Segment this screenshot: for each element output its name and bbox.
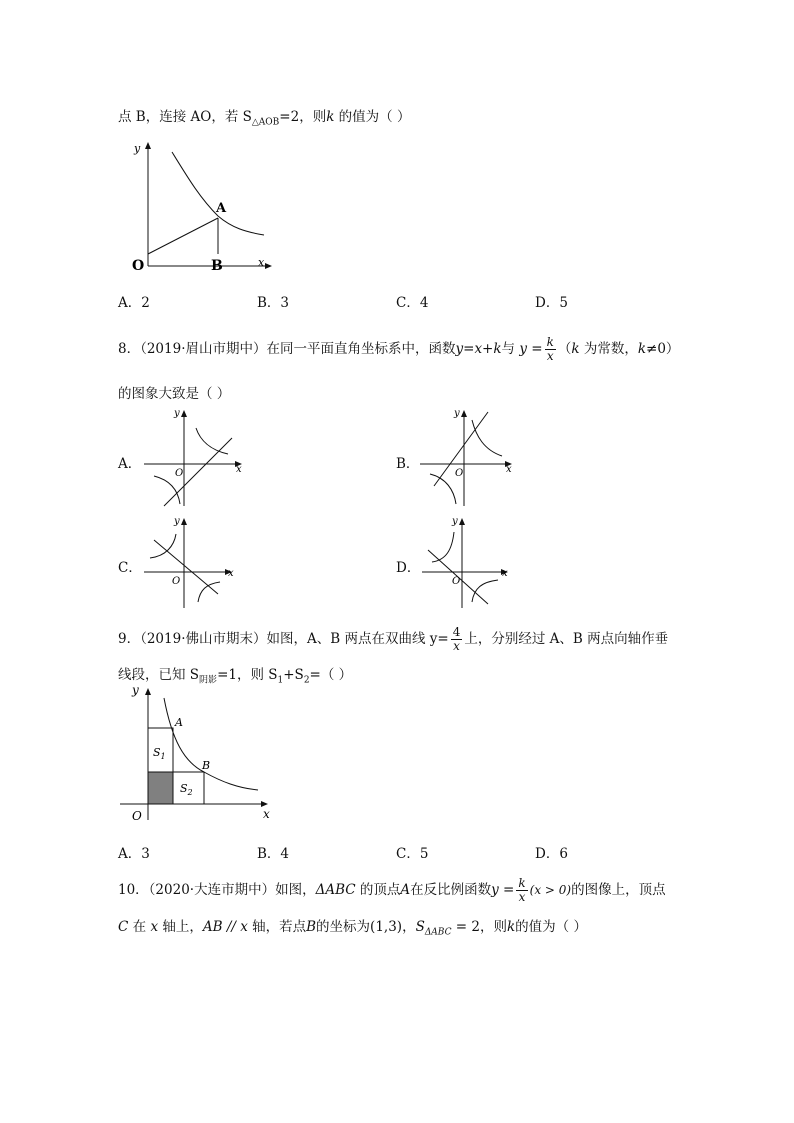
q9-s1-letter: S (153, 746, 161, 759)
q8c-y-label: y (174, 516, 180, 527)
q10-line2-text-5: ， (402, 919, 416, 935)
q8-stem-text-3: （ (557, 341, 572, 357)
q8c-y-arrow (181, 518, 187, 525)
q8c-hyperbola-branch-1 (150, 534, 176, 558)
q9-s1-subscript: 1 (277, 675, 284, 686)
q7-stem-text-2: =2，则 (279, 109, 327, 125)
q9-option-a: A．3 (118, 846, 150, 862)
q8-option-a: A． (118, 456, 142, 472)
q10-point-b: B (306, 919, 317, 935)
q8b-hyperbola-branch-1 (472, 420, 502, 456)
q9-line2-text: 线段，已知 S (118, 667, 200, 683)
q9-stem (118, 626, 668, 653)
q9-shaded-rect (148, 772, 173, 804)
q7-figure (128, 138, 278, 278)
q10-line2-text-7: 的值为（ ） (515, 919, 587, 935)
q8-option-d-graph (418, 512, 518, 612)
q9-shaded-subscript: 阴影 (199, 675, 218, 686)
q10-k-symbol: k (506, 919, 516, 935)
q8-stem-line-2: 的图象大致是（ ） (118, 386, 231, 402)
q7-option-a: A．2 (118, 295, 150, 311)
q8-stem-text-5: ≠0） (646, 341, 680, 357)
q8-option-b: B． (396, 456, 420, 472)
q9-s2-index: 2 (187, 788, 193, 797)
q8c-hyperbola-branch-2 (198, 582, 220, 602)
q8d-origin-label: O (452, 576, 461, 587)
q10-y-equals: y = (491, 882, 515, 898)
q8d-hyperbola-branch-2 (472, 580, 498, 602)
q8-fraction (545, 336, 556, 363)
q7-point-a-label: A (216, 201, 227, 216)
q8-stem-text-2: 与 (501, 341, 516, 357)
q8a-y-label: y (174, 408, 180, 419)
q9-stem-text-2: 上，分别经过 A、B 两点向轴作垂 (464, 631, 669, 647)
q9-line2-text-4: =（ ） (309, 667, 353, 683)
q9-option-c: C．5 (396, 846, 429, 862)
q7-y-label: y (134, 142, 141, 155)
q10-stem-text: 10．（2020·大连市期中）如图， (118, 882, 316, 898)
q9-y-label: y (132, 684, 139, 697)
q9-hyperbola (164, 698, 258, 790)
q10-parallel-statement: AB // x (202, 919, 248, 935)
q8-fraction-denominator: x (546, 349, 554, 363)
q8-linear-function: y=x+k (455, 341, 502, 357)
q8-y-equals: y = (519, 341, 543, 357)
q9-s1-index: 1 (160, 752, 166, 761)
q9-origin-label: O (132, 809, 142, 823)
q9-fraction (451, 626, 463, 653)
q7-k-symbol: k (326, 109, 335, 125)
q9-s2-label (180, 782, 193, 797)
q8d-y-label: y (452, 516, 458, 527)
q9-line2-text-2: =1，则 S (217, 667, 278, 683)
q9-point-b-label: B (202, 759, 211, 772)
q7-stem (118, 108, 410, 132)
q7-x-arrow (265, 263, 272, 269)
q8c-origin-label: O (172, 576, 181, 587)
q8-k-symbol-2: k (637, 341, 647, 357)
q8b-y-label: y (454, 408, 460, 419)
q9-fraction-numerator: 4 (452, 625, 461, 639)
q10-point-a: A (400, 882, 411, 898)
q8c-line (154, 540, 218, 594)
q9-s2-letter: S (180, 782, 188, 795)
q9-y-arrow (145, 688, 151, 695)
q7-option-d: D．5 (535, 295, 568, 311)
q8-stem-text: 8．（2019·眉山市期中）在同一平面直角坐标系中，函数 (118, 341, 456, 357)
q8-k-symbol: k (571, 341, 580, 357)
q7-option-c: C．4 (396, 295, 429, 311)
q8-fraction-numerator: k (546, 335, 554, 349)
q8a-y-arrow (181, 410, 187, 417)
q8-stem (118, 336, 679, 363)
q10-line2-text-6: = 2，则 (451, 919, 507, 935)
q7-y-arrow (145, 142, 151, 149)
q9-line2-text-3: +S (283, 667, 304, 683)
q8-option-c: C． (118, 560, 142, 576)
q8d-hyperbola-branch-1 (432, 532, 454, 562)
q10-stem-text-2: 的顶点 (355, 882, 401, 898)
q8b-origin-label: O (455, 468, 464, 479)
q8a-hyperbola-branch-2 (154, 476, 180, 504)
q9-point-a-label: A (175, 716, 183, 729)
q9-s2-subscript: 2 (303, 675, 310, 686)
q8d-y-arrow (459, 518, 465, 525)
q8-option-d: D． (396, 560, 421, 576)
q8b-x-label: x (506, 464, 512, 475)
q7-option-b: B．3 (257, 295, 290, 311)
q10-line2-text-2: 轴上， (158, 919, 203, 935)
q10-domain-condition: (x > 0) (529, 883, 572, 897)
q10-stem-text-4: 的图像上，顶点 (571, 882, 666, 898)
q10-stem-text-3: 在反比例函数 (410, 882, 492, 898)
q10-line2-text-4: 的坐标为 (316, 919, 371, 935)
q10-x-symbol: x (150, 919, 159, 935)
q10-area-symbol: S (415, 919, 425, 935)
q7-stem-text-3: 的值为（ ） (334, 109, 411, 125)
q8-option-c-graph (140, 512, 240, 612)
q7-stem-text: 点 B，连接 AO，若 S (118, 109, 252, 125)
q10-line2-text-3: 轴，若点 (247, 919, 307, 935)
q7-point-b-label: B (211, 258, 223, 274)
q8-stem-text-4: 为常数， (579, 341, 638, 357)
q8a-origin-label: O (175, 468, 184, 479)
q7-area-subscript: △AOB (251, 117, 280, 128)
q7-x-label: x (258, 256, 265, 269)
q10-line2-text: 在 (128, 919, 151, 935)
q10-coordinate: (1,3) (370, 919, 403, 935)
q10-fraction-denominator: x (518, 890, 526, 904)
q10-area-subscript: ΔABC (424, 927, 452, 938)
q10-fraction-numerator: k (518, 876, 526, 890)
q10-point-c: C (118, 919, 129, 935)
q9-s1-label (153, 746, 166, 761)
q9-x-label: x (263, 807, 270, 821)
q7-origin-label: O (132, 258, 145, 274)
q10-stem (118, 877, 666, 904)
q8b-y-arrow (461, 410, 467, 417)
q8d-x-label: x (502, 568, 508, 579)
q9-option-d: D．6 (535, 846, 568, 862)
q9-stem-text: 9．（2019·佛山市期末）如图，A、B 两点在双曲线 y= (118, 631, 449, 647)
q8-option-b-graph (418, 404, 518, 508)
q8a-hyperbola-branch-1 (196, 428, 228, 454)
q7-segment-ao (148, 218, 218, 254)
q8c-x-label: x (228, 568, 234, 579)
q9-figure (118, 684, 278, 826)
q9-option-b: B．4 (257, 846, 290, 862)
q8-option-a-graph (140, 404, 250, 508)
q10-stem-line-2 (118, 918, 587, 942)
q10-triangle-symbol: ΔABC (315, 882, 356, 898)
q9-fraction-denominator: x (453, 639, 460, 653)
q8a-x-label: x (236, 464, 242, 475)
q8b-hyperbola-branch-2 (430, 474, 456, 504)
q10-fraction (516, 877, 527, 904)
